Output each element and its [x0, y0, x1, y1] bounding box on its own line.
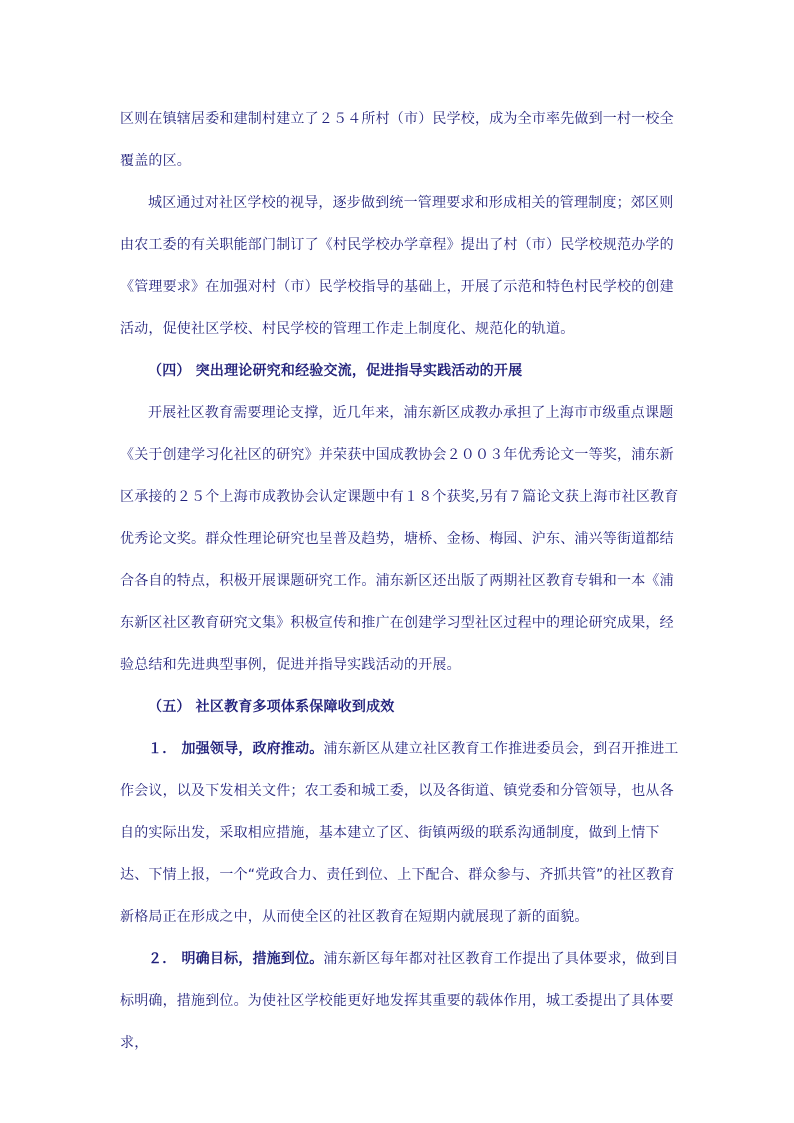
paragraph-body-targets: 浦东新区每年都对社区教育工作提出了具体要求，做到目标明确，措施到位。为使社区学校能更好地发挥其重要的载体作用，城工委提出了具体要求，	[120, 951, 679, 1051]
document-body	[120, 98, 680, 1064]
paragraph-leadership	[120, 728, 680, 938]
section-heading-4: （四） 突出理论研究和经验交流，促进指导实践活动的开展	[148, 363, 523, 379]
paragraph-management: 城区通过对社区学校的视导，逐步做到统一管理要求和形成相关的管理制度；郊区则由农工委的有关职能部门制订了《村民学校办学章程》提出了村（市）民学校规范办学的《管理要求》在加强对村（市）民学校指导的基础上，开展了示范和特色村民学校的创建活动，促使社区学校、村民学校的管理工作走上制度化、规范化的轨道。	[120, 195, 674, 337]
paragraph-continuation: 区则在镇辖居委和建制村建立了２５４所村（市）民学校，成为全市率先做到一村一校全覆盖的区。	[120, 111, 674, 169]
paragraph-theory-research: 开展社区教育需要理论支撑，近几年来，浦东新区成教办承担了上海市市级重点课题《关于创建学习化社区的研究》并荣获中国成教协会２００３年优秀论文一等奖，浦东新区承接的２５个上海市成教协会认定课题中有１８个获奖,另有７篇论文获上海市社区教育优秀论文奖。群众性理论研究也呈普及趋势，塘桥、金杨、梅园、沪东、浦兴等街道都结合各自的特点，积极开展课题研究工作。浦东新区还出版了两期社区教育专辑和一本《浦东新区社区教育研究文集》积极宣传和推广在创建学习型社区过程中的理论研究成果，经验总结和先进典型事例，促进并指导实践活动的开展。	[120, 405, 679, 673]
paragraph-lead-targets: ２． 明确目标，措施到位。	[148, 951, 324, 967]
paragraph-targets	[120, 938, 680, 1064]
section-heading-5: （五） 社区教育多项体系保障收到成效	[148, 699, 395, 715]
paragraph-body-leadership: 浦东新区从建立社区教育工作推进委员会，到召开推进工作会议，以及下发相关文件；农工委和城工委，以及各街道、镇党委和分管领导，也从各自的实际出发，采取相应措施，基本建立了区、街镇两级的联系沟通制度，做到上情下达、下情上报，一个“党政合力、责任到位、上下配合、群众参与、齐抓共管”的社区教育新格局正在形成之中，从而使全区的社区教育在短期内就展现了新的面貌。	[120, 741, 679, 925]
paragraph-lead-leadership: １． 加强领导，政府推动。	[148, 741, 324, 757]
